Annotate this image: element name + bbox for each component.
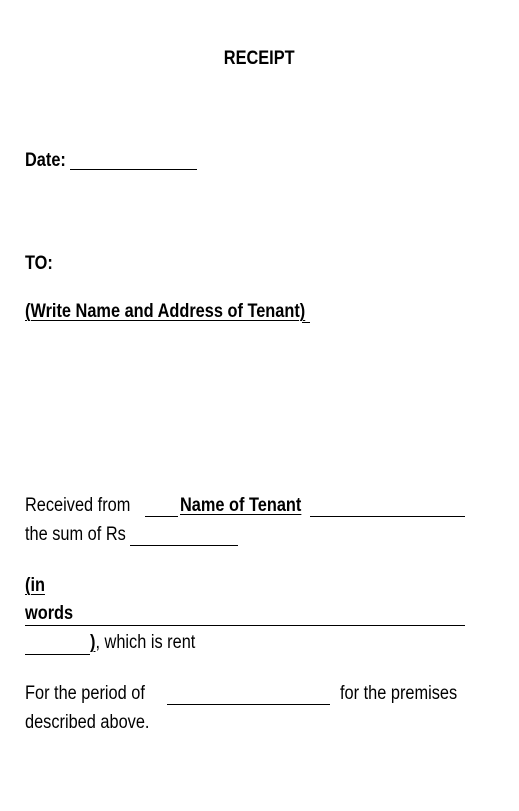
tenant-instruction-trailing-rule [302, 322, 310, 323]
in-words-open: (in [25, 575, 45, 596]
rent-line [90, 632, 195, 654]
period-label: For the period of [25, 683, 145, 704]
described-text: described above. [25, 712, 150, 733]
sum-label: the sum of Rs [25, 524, 126, 545]
received-from-prefix-blank [145, 516, 178, 517]
sum-blank [130, 545, 238, 546]
date-blank [70, 169, 197, 170]
period-blank [167, 704, 330, 705]
premises-text: for the premises [340, 683, 458, 704]
date-line [25, 150, 66, 172]
in-words-close: ) [90, 632, 96, 653]
in-words-blank [25, 625, 465, 626]
in-words-closing-blank [25, 654, 90, 655]
tenant-name-placeholder: Name of Tenant [180, 495, 302, 516]
tenant-name-trailing-blank [310, 516, 465, 517]
in-words-label: words [25, 603, 74, 624]
rent-text: , which is rent [95, 632, 196, 653]
tenant-instruction: (Write Name and Address of Tenant) [25, 301, 306, 322]
received-from-label: Received from [25, 495, 131, 516]
date-label: Date: [25, 150, 66, 171]
receipt-title: RECEIPT [224, 48, 295, 69]
to-label: TO: [25, 253, 53, 274]
